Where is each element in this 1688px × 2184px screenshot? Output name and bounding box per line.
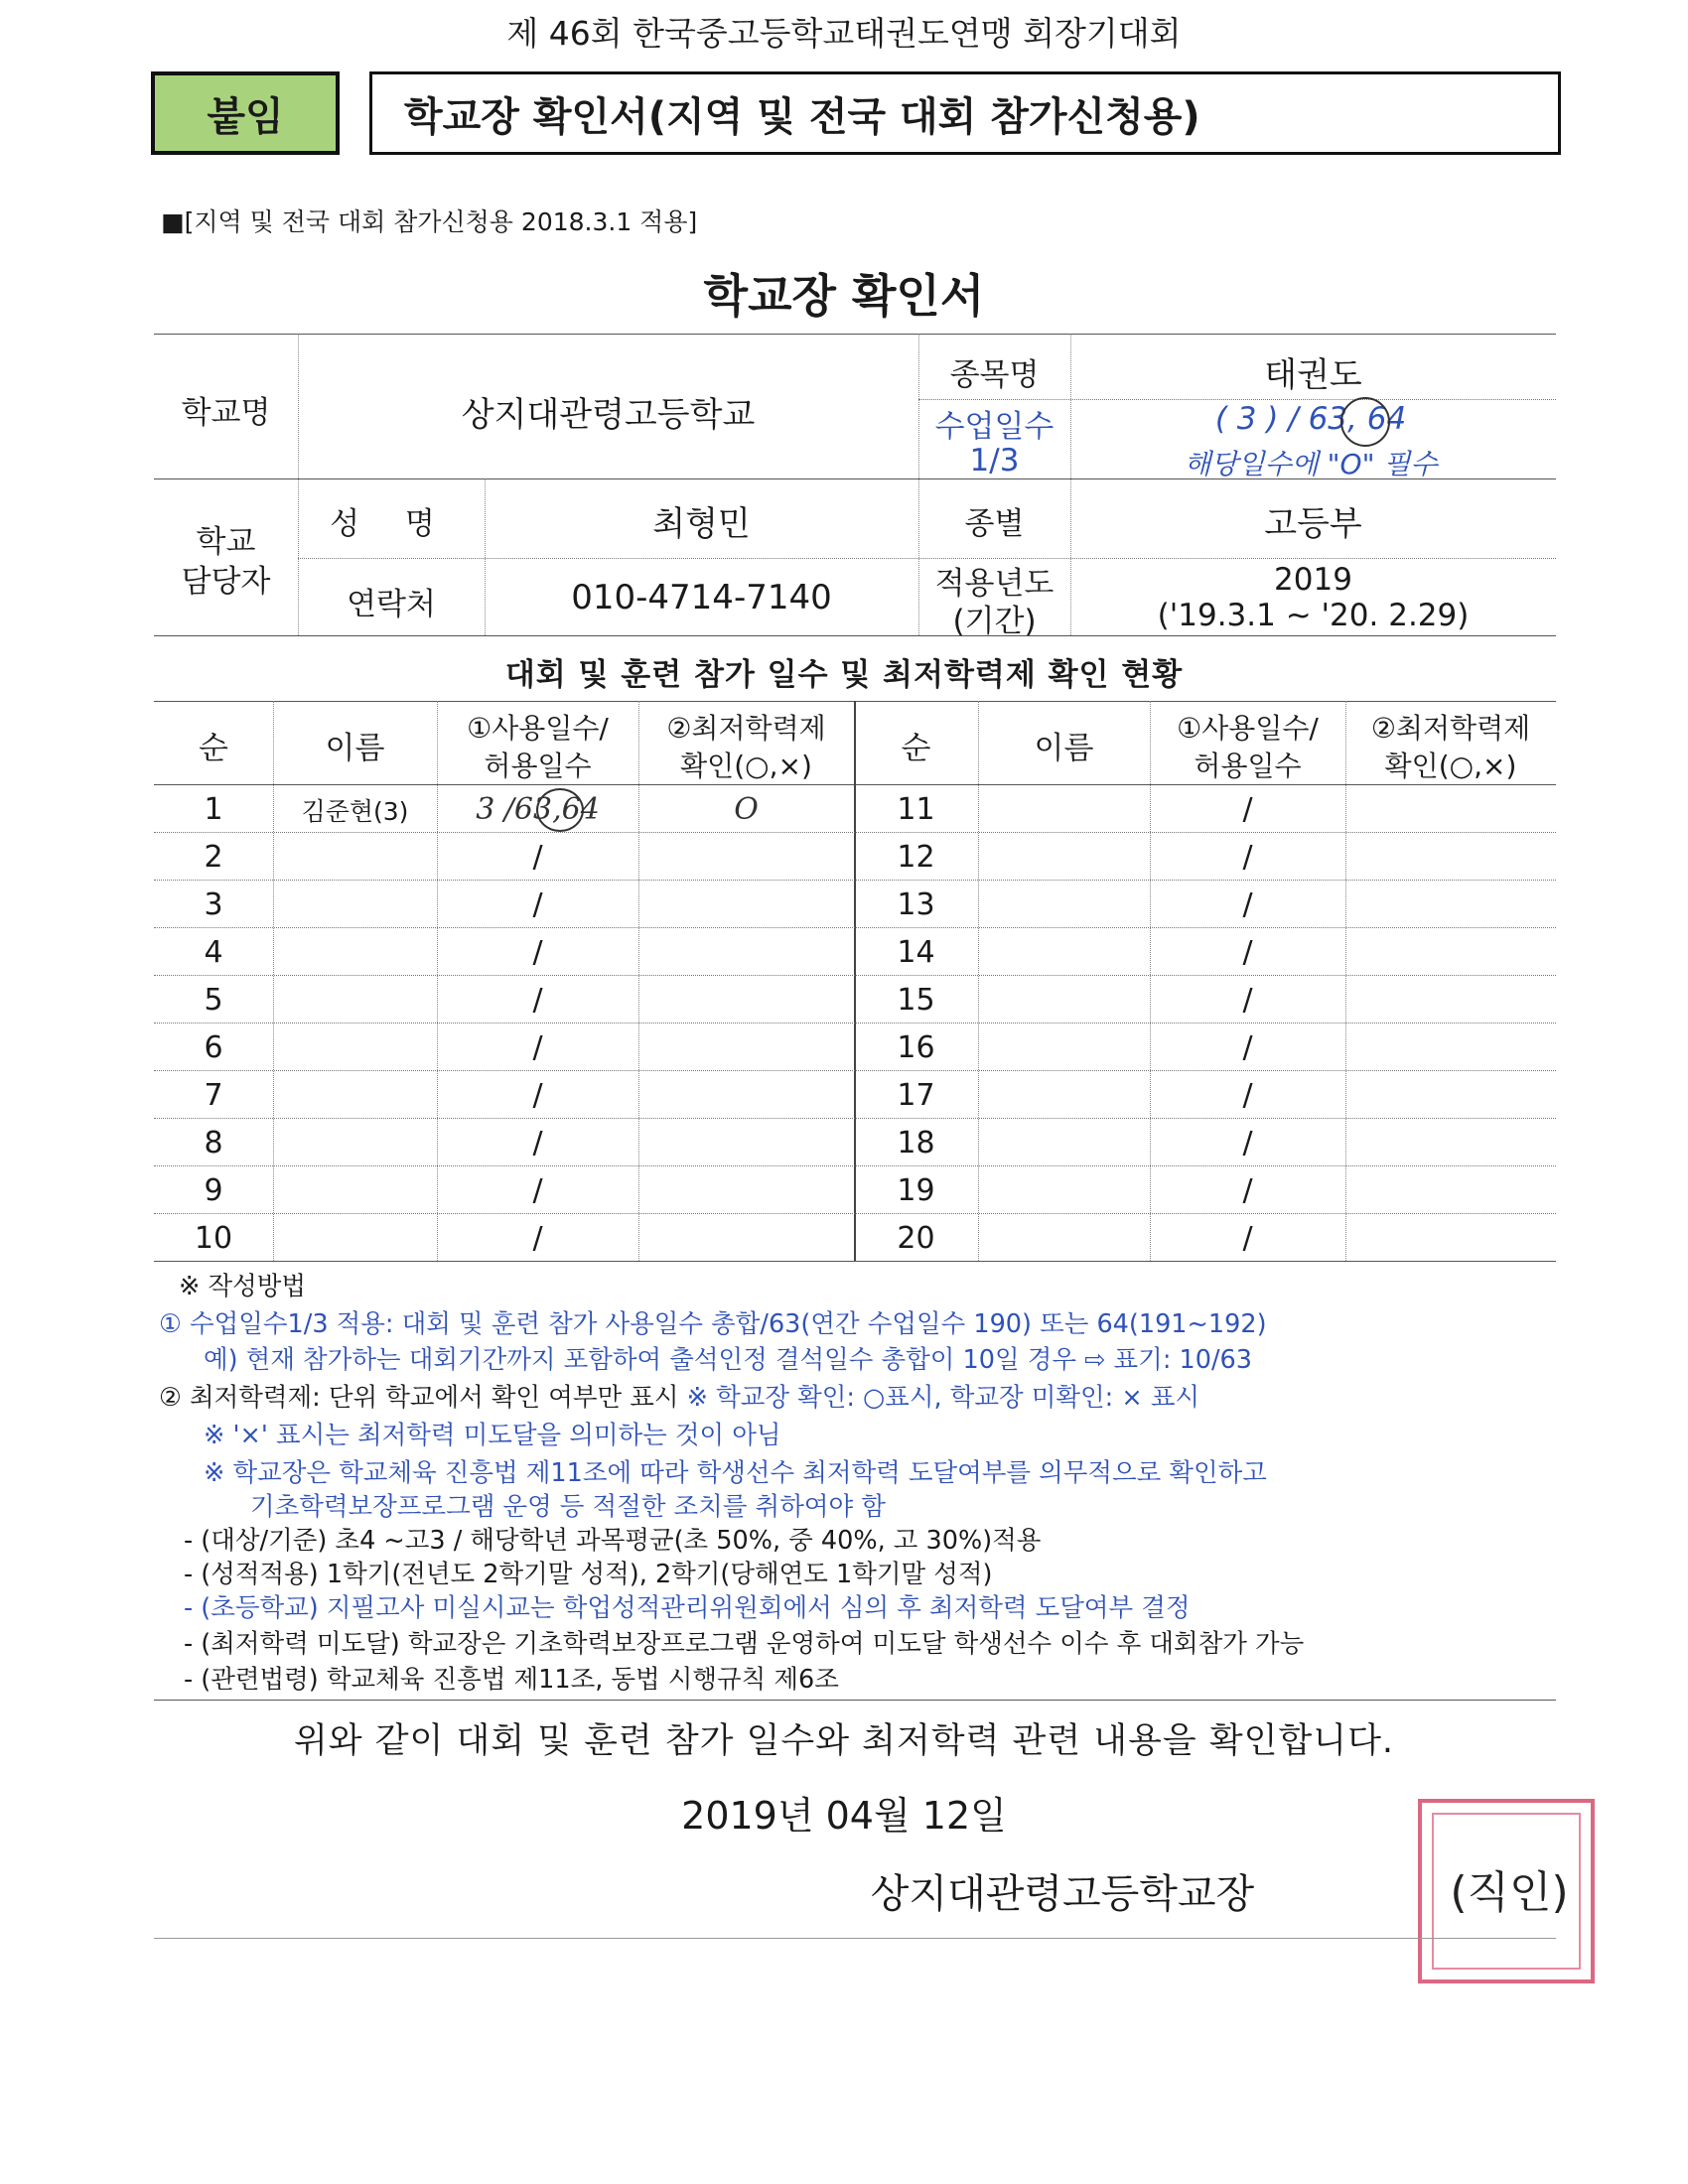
col-header-days: ①사용일수/ [1177, 712, 1319, 745]
col-header-min: 확인(○,×) [1384, 750, 1517, 782]
cell-days: / [1242, 1030, 1253, 1065]
table-row-divider [154, 927, 1556, 928]
table-row-divider [154, 1213, 1556, 1214]
notes-bottom-border [154, 1700, 1556, 1701]
note-line: - (관련법령) 학교체육 진흥법 제11조, 동법 시행규칙 제6조 [184, 1665, 839, 1695]
name-value: 최형민 [652, 504, 751, 544]
cell-no: 6 [204, 1030, 223, 1065]
cell-no: 4 [204, 935, 223, 970]
roster-col-line [638, 701, 639, 1261]
cell-days: / [1242, 1173, 1253, 1208]
note-line: 기초학력보장프로그램 운영 등 적절한 조치를 취하여야 함 [250, 1492, 886, 1522]
table-row-divider [154, 1165, 1556, 1166]
cell-days: / [1242, 840, 1253, 875]
division-label: 종별 [964, 506, 1025, 542]
note-line: - (대상/기준) 초4 ~고3 / 해당학년 과목평균(초 50%, 중 40%, 고 30%)적용 [184, 1526, 1042, 1556]
roster-col-line [273, 701, 274, 1261]
table-row-divider [154, 1023, 1556, 1024]
col-header-no: 순 [199, 731, 228, 766]
cell-min: O [734, 792, 759, 827]
roster-col-line [1345, 701, 1346, 1261]
period-value: ('19.3.1 ~ '20. 2.29) [1157, 598, 1470, 633]
cell-no: 1 [204, 792, 223, 827]
division-value: 고등부 [1264, 504, 1362, 544]
col-header-days: ①사용일수/ [467, 712, 609, 745]
main-title: 학교장 확인서 [703, 269, 985, 323]
cell-no: 20 [897, 1221, 935, 1256]
cell-no: 5 [204, 983, 223, 1018]
col-header-days: 허용일수 [484, 750, 592, 782]
cell-days: / [532, 1126, 543, 1160]
table-row-divider [154, 1070, 1556, 1071]
status-title: 대회 및 훈련 참가 일수 및 최저학력제 확인 현황 [504, 657, 1184, 693]
cell-no: 15 [897, 983, 935, 1018]
table-row-divider [154, 975, 1556, 976]
class-days-label: 수업일수 [934, 409, 1055, 445]
class-days-ratio: 1/3 [969, 443, 1020, 478]
table-row-divider [154, 1118, 1556, 1119]
cell-no: 17 [897, 1078, 935, 1113]
col-header-no: 순 [901, 731, 931, 766]
note-line: ※ '×' 표시는 최저학력 미도달을 의미하는 것이 아님 [204, 1421, 781, 1450]
table-row-divider [154, 880, 1556, 881]
cell-no: 14 [897, 935, 935, 970]
note-line-black: ② 최저학력제: 단위 학교에서 확인 여부만 표시 [159, 1383, 679, 1413]
seal-label: (직인) [1450, 1867, 1569, 1918]
cell-days: / [1242, 1221, 1253, 1256]
note-line: - (초등학교) 지필고사 미실시교는 학업성적관리위원회에서 심의 후 최저학력 도달여부 결정 [184, 1593, 1191, 1623]
cell-days: / [532, 1078, 543, 1113]
cell-days: / [532, 983, 543, 1018]
cell-no: 16 [897, 1030, 935, 1065]
form-note: ■[지역 및 전국 대회 참가신청용 2018.3.1 적용] [161, 207, 698, 236]
table-row-divider [154, 832, 1556, 833]
footer-line [154, 1938, 1556, 1939]
cell-days: / [532, 840, 543, 875]
cell-no: 18 [897, 1126, 935, 1160]
annex-badge: 붙임 [151, 71, 340, 155]
cell-days: / [532, 1221, 543, 1256]
event-title: 제 46회 한국중고등학교태권도연맹 회장기대회 [506, 14, 1182, 53]
closing-statement: 위와 같이 대회 및 훈련 참가 일수와 최저학력 관련 내용을 확인합니다. [293, 1721, 1395, 1761]
cell-no: 12 [897, 840, 935, 875]
manager-label-1: 학교 [196, 524, 256, 560]
cell-days: / [1242, 792, 1253, 827]
cell-days: / [532, 1030, 543, 1065]
col-header-name: 이름 [1034, 731, 1094, 766]
contact-label: 연락처 [347, 587, 436, 622]
note-line: 예) 현재 참가하는 대회기간까지 포함하여 출석인정 결석일수 총합이 10일 경우 ⇨ 표기: 10/63 [204, 1345, 1252, 1375]
cell-name: 김준현(3) [301, 797, 409, 826]
cell-no: 8 [204, 1126, 223, 1160]
info-dotted-line [918, 399, 1556, 400]
cell-days: / [1242, 983, 1253, 1018]
cell-days: / [1242, 1126, 1253, 1160]
class-days-note: 해당일수에 "O" 필수 [1184, 448, 1438, 480]
cell-no: 13 [897, 887, 935, 922]
sport-label: 종목명 [949, 357, 1040, 393]
cell-no: 7 [204, 1078, 223, 1113]
cell-no: 2 [204, 840, 223, 875]
col-header-min: ②최저학력제 [1370, 712, 1531, 745]
cell-no: 11 [897, 792, 935, 827]
roster-bottom-border [154, 1261, 1556, 1262]
sport-value: 태권도 [1264, 355, 1362, 395]
contact-value: 010-4714-7140 [571, 578, 832, 617]
note-line: ① 수업일수1/3 적용: 대회 및 훈련 참가 사용일수 총합/63(연간 수업일수 190) 또는 64(191~192) [159, 1309, 1267, 1339]
info-top-border [154, 334, 1556, 335]
closing-date: 2019년 04월 12일 [681, 1794, 1007, 1838]
roster-col-line [978, 701, 979, 1261]
cell-days: / [1242, 1078, 1253, 1113]
cell-days: / [532, 935, 543, 970]
cell-no: 3 [204, 887, 223, 922]
cell-days: 3 /63,64 [476, 792, 600, 827]
note-line-blue: ※ 학교장 확인: ○표시, 학교장 미확인: × 표시 [686, 1383, 1200, 1413]
col-header-min: ②최저학력제 [666, 712, 826, 745]
class-days-value: ( 3 ) / 63, 64 [1214, 401, 1407, 437]
circle-mark [1340, 397, 1390, 447]
year-label-2: (기간) [952, 604, 1037, 639]
year-label-1: 적용년도 [934, 566, 1055, 602]
cell-days: / [532, 1173, 543, 1208]
school-label: 학교명 [181, 395, 271, 431]
cell-days: / [1242, 887, 1253, 922]
manager-label-2: 담당자 [181, 564, 271, 600]
name-label: 성 명 [330, 506, 453, 542]
cell-no: 9 [204, 1173, 223, 1208]
cell-no: 19 [897, 1173, 935, 1208]
notes-heading: ※ 작성방법 [179, 1272, 307, 1301]
cell-days: / [532, 887, 543, 922]
header-title: 학교장 확인서(지역 및 전국 대회 참가신청용) [369, 71, 1561, 155]
school-value: 상지대관령고등학교 [461, 395, 756, 435]
cell-days: / [1242, 935, 1253, 970]
note-line [159, 1378, 1199, 1414]
col-header-name: 이름 [325, 731, 385, 766]
info-bottom-border [154, 635, 1556, 636]
note-line: - (최저학력 미도달) 학교장은 기초학력보장프로그램 운영하여 미도달 학생선수 이수 후 대회참가 가능 [184, 1629, 1305, 1659]
note-line: ※ 학교장은 학교체육 진흥법 제11조에 따라 학생선수 최저학력 도달여부를 의무적으로 확인하고 [204, 1458, 1267, 1488]
year-value: 2019 [1274, 562, 1352, 598]
cell-no: 10 [194, 1221, 233, 1256]
circle-mark [536, 788, 584, 832]
col-header-min: 확인(○,×) [680, 750, 812, 782]
principal-name: 상지대관령고등학교장 [870, 1871, 1255, 1917]
note-line: - (성적적용) 1학기(전년도 2학기말 성적), 2학기(당해연도 1학기말 성적) [184, 1560, 993, 1589]
col-header-days: 허용일수 [1194, 750, 1302, 782]
